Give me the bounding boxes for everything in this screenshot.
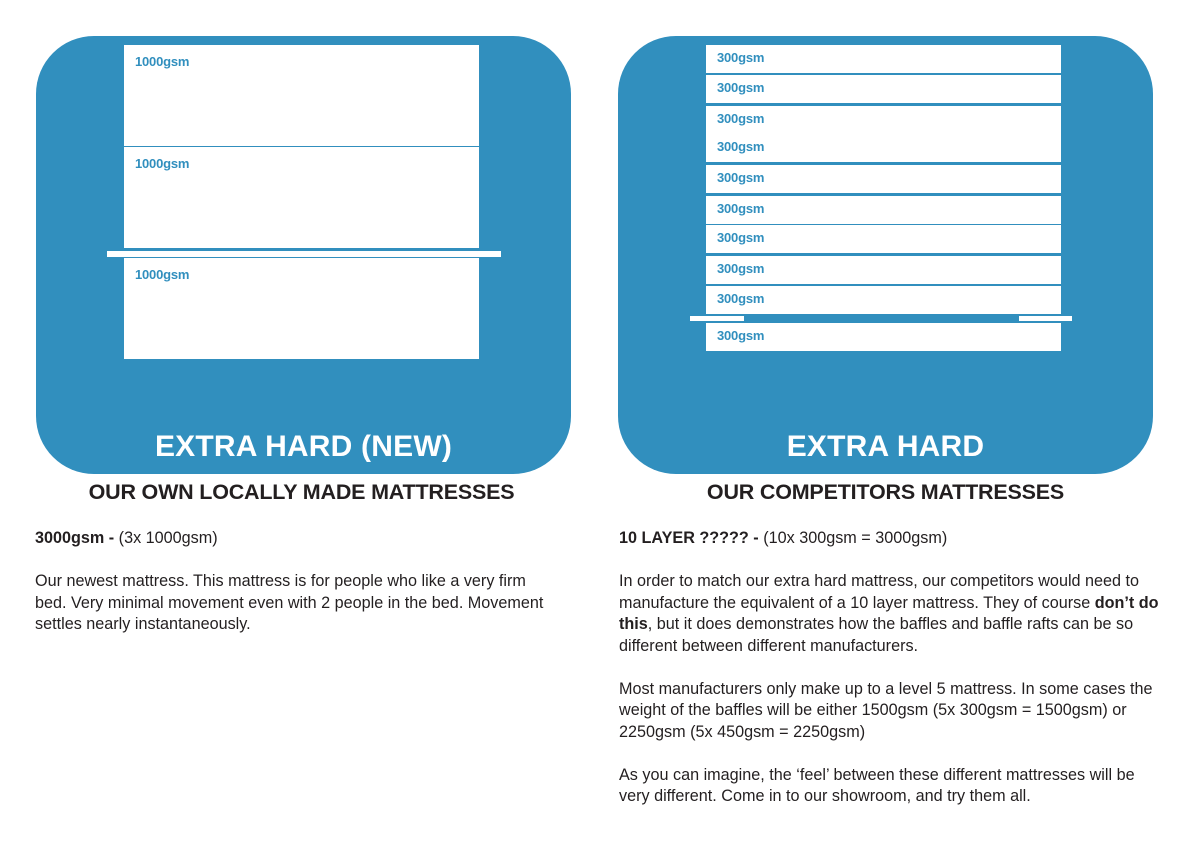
layer-weight-label: 300gsm [717,139,765,154]
baffle-raft-bar-left [690,316,744,321]
layer-weight-label: 300gsm [717,170,765,185]
mattress-layer [706,323,1061,351]
layer-weight-label: 300gsm [717,50,765,65]
para-emphasis: don’t do this [619,593,1159,633]
spec-line [35,528,560,550]
spec-detail: (10x 300gsm = 3000gsm) [758,529,948,547]
layer-weight-label: 300gsm [717,291,765,306]
mattress-layer [706,225,1061,253]
mattress-layer [706,75,1061,103]
description-paragraph-3: As you can imagine, the ‘feel’ between these different mattresses will be very different. Come in to our showroom, and try them all. [619,765,1135,805]
mattress-layer [706,45,1061,73]
section-subtitle-own: OUR OWN LOCALLY MADE MATTRESSES [88,480,515,504]
layer-weight-label: 1000gsm [135,267,190,282]
mattress-diagram-own [36,36,571,474]
baffle-raft-bar-right [1019,316,1072,321]
mattress-layer [706,256,1061,284]
mattress-layer [124,258,479,359]
mattress-layer [706,286,1061,314]
spec-bold: 10 LAYER ????? - [619,529,759,547]
description-paragraph-2: Most manufacturers only make up to a level 5 mattress. In some cases the weight of the baffles will be either 1500gsm (5x 300gsm = 1500gsm) or 2250gsm (5x 450gsm = 2250gsm) [619,679,1153,741]
layer-weight-label: 300gsm [717,80,765,95]
description-paragraph: Our newest mattress. This mattress is for people who like a very firm bed. Very minimal movement even with 2 people in the bed. Movement settles nearly instantaneously. [35,572,544,633]
panel-title: EXTRA HARD (NEW) [154,430,453,463]
description-paragraph-1 [619,571,1159,657]
section-subtitle-competitor: OUR COMPETITORS MATTRESSES [706,480,1065,504]
baffle-raft-bar [107,251,501,257]
mattress-diagram-competitor [618,36,1153,474]
layer-weight-label: 300gsm [717,111,765,126]
layer-weight-label: 300gsm [717,201,765,216]
spec-detail: (3x 1000gsm) [114,529,218,547]
layer-weight-label: 300gsm [717,328,765,343]
mattress-layer [124,45,479,146]
mattress-layer [706,196,1061,224]
mattress-layer [706,165,1061,193]
para-text: , but it does demonstrates how the baffles and baffle rafts can be so different between different manufacturers. [619,615,1134,655]
panel-title: EXTRA HARD [786,430,985,463]
layer-weight-label: 1000gsm [135,156,190,171]
layer-weight-label: 300gsm [717,261,765,276]
layer-weight-label: 300gsm [717,230,765,245]
para-text: In order to match our extra hard mattress, our competitors would need to manufacture the equivalent of a 10 layer mattress. They of course [619,572,1140,612]
mattress-layer [124,147,479,248]
spec-line [619,528,1159,550]
layer-weight-label: 1000gsm [135,54,190,69]
spec-bold: 3000gsm - [35,529,115,547]
own-mattress-description [35,528,560,657]
mattress-layer [706,106,1061,134]
mattress-layer [706,134,1061,162]
competitor-mattress-description [619,528,1159,829]
